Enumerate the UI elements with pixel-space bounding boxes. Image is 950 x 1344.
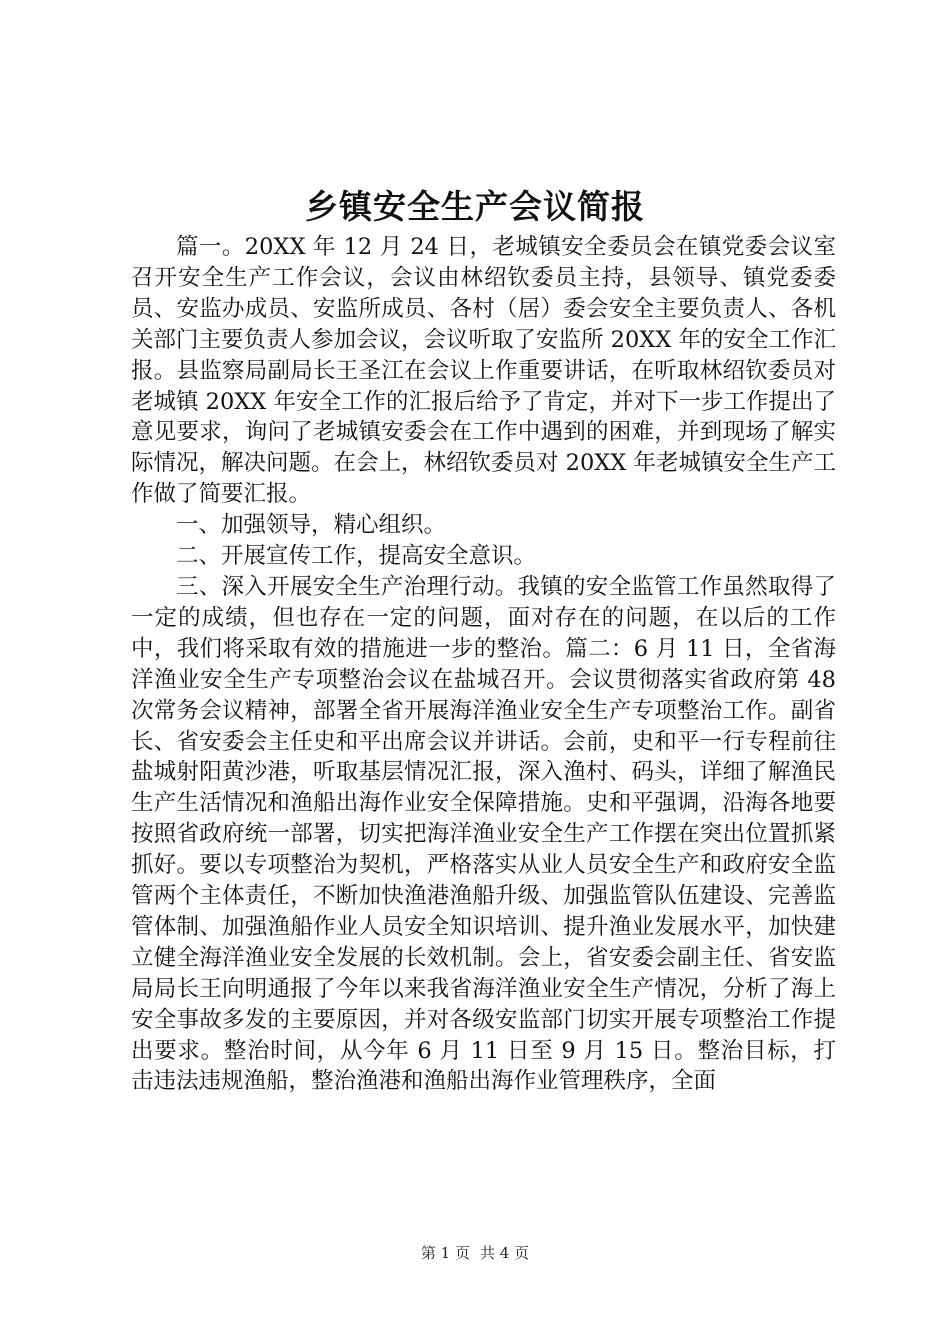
page-total: 共 4 页 <box>480 1244 530 1262</box>
paragraph-4: 三、深入开展安全生产治理行动。我镇的安全监管工作虽然取得了一定的成绩，但也存在一定的问题，面对存在的问题，在以后的工作中，我们将采取有效的措施进一步的整治。篇二：6 月 11 日，全省海洋渔业安全生产专项整治会议在盐城召开。会议贯彻落实省政府第 48 次常务会议精神，部署全省开展海洋渔业安全生产专项整治工作。副省长、省安委会主任史和平出席会议并讲话。会前，史和平一行专程前往盐城射阳黄沙港，听取基层情况汇报，深入渔村、码头，详细了解渔民生产生活情况和渔船出海作业安全保障措施。史和平强调，沿海各地要按照省政府统一部署，切实把海洋渔业安全生产工作摆在突出位置抓紧抓好。要以专项整治为契机，严格落实从业人员安全生产和政府安全监管两个主体责任，不断加快渔港渔船升级、加强监管队伍建设、完善监管体制、加强渔船作业人员安全知识培训、提升渔业发展水平，加快建立健全海洋渔业安全发展的长效机制。会上，省安委会副主任、省安监局局长王向明通报了今年以来我省海洋渔业安全生产情况，分析了海上安全事故多发的主要原因，并对各级安监部门切实开展专项整治工作提出要求。整治时间，从今年 6 月 11 日至 9 月 15 日。整治目标，打击违法违规渔船，整治渔港和渔船出海作业管理秩序，全面 <box>131 573 836 1095</box>
document-body <box>131 232 836 1097</box>
page-footer <box>0 1243 950 1263</box>
page-number: 第 1 页 <box>420 1244 470 1262</box>
paragraph-2: 一、加强领导，精心组织。 <box>176 512 447 539</box>
document-title: 乡镇安全生产会议简报 <box>305 187 645 226</box>
paragraph-1: 篇一。20XX 年 12 月 24 日，老城镇安全委员会在镇党委会议室召开安全生产工作会议，会议由林绍钦委员主持，县领导、镇党委委员、安监办成员、安监所成员、各村（居）委会安全主要负责人、各机关部门主要负责人参加会议，会议听取了安监所 20XX 年的安全工作汇报。县监察局副局长王圣江在会议上作重要讲话，在听取林绍钦委员对老城镇 20XX 年安全工作的汇报后给予了肯定，并对下一步工作提出了意见要求，询问了老城镇安委会在工作中遇到的困难，并到现场了解实际情况，解决问题。在会上，林绍钦委员对 20XX 年老城镇安全生产工作做了简要汇报。 <box>131 234 836 508</box>
paragraph-3: 二、开展宣传工作，提高安全意识。 <box>176 543 537 570</box>
